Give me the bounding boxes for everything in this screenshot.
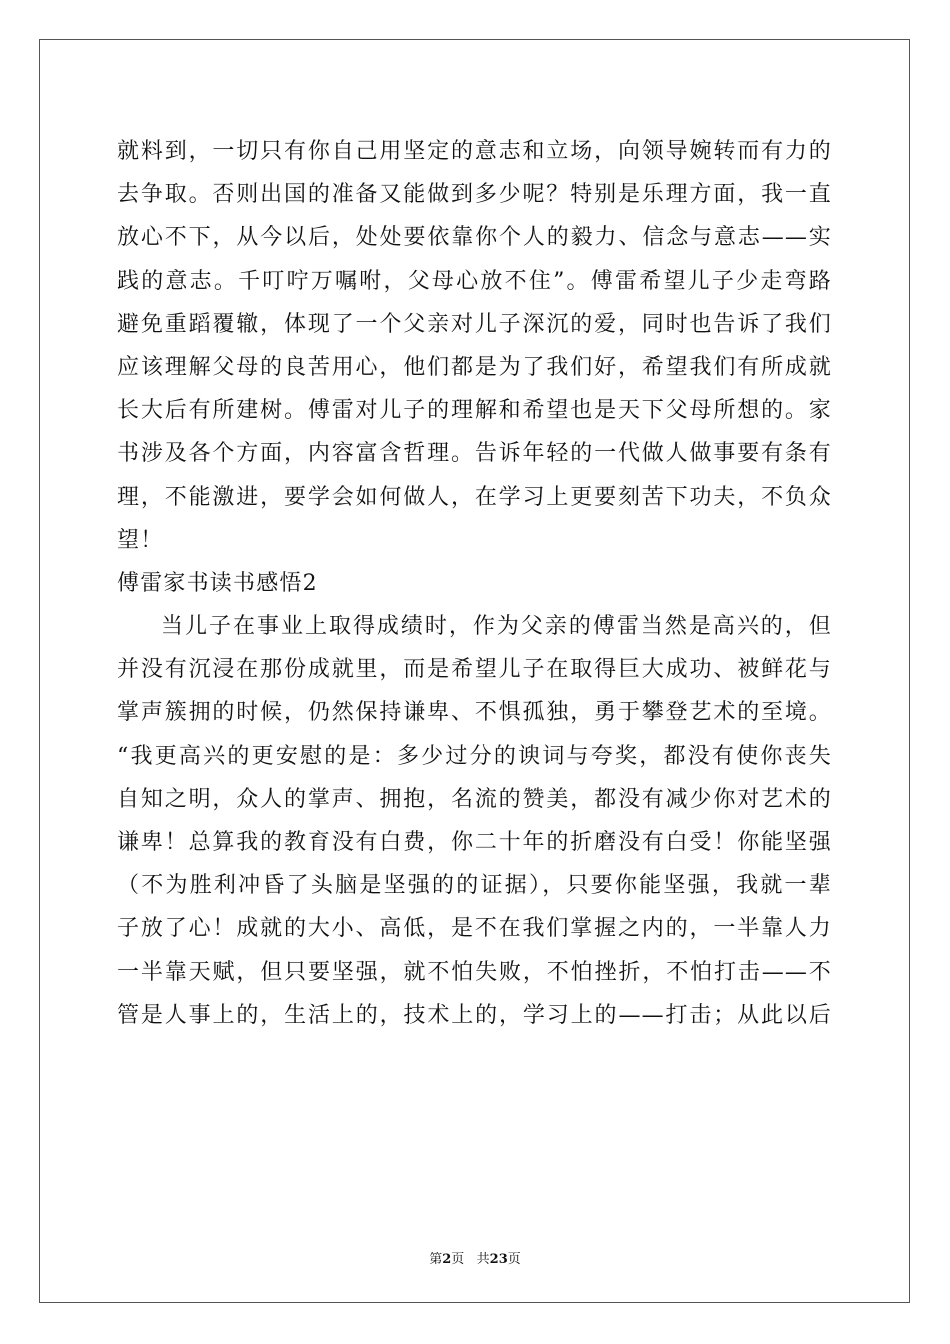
- text-line: 掌声簇拥的时候，仍然保持谦卑、不惧孤独，勇于攀登艺术的至境。: [117, 700, 832, 726]
- text-line: 去争取。否则出国的准备又能做到多少呢？特别是乐理方面，我一直: [117, 182, 832, 208]
- text-line: 子放了心！成就的大小、高低，是不在我们掌握之内的，一半靠人力: [117, 916, 832, 942]
- text-line: 践的意志。千叮咛万嘱咐，父母心放不住”。傅雷希望儿子少走弯路: [117, 268, 832, 294]
- text-line: 应该理解父母的良苦用心，他们都是为了我们好，希望我们有所成就: [117, 354, 832, 380]
- text-line: 望！: [117, 527, 164, 553]
- text-line: （不为胜利冲昏了头脑是坚强的的证据），只要你能坚强，我就一辈: [117, 873, 832, 899]
- total-pages-number: 23: [489, 1252, 508, 1267]
- text-line: 就料到，一切只有你自己用坚定的意志和立场，向领导婉转而有力的: [117, 139, 832, 164]
- text-line: 管是人事上的，生活上的，技术上的，学习上的——打击；从此以后: [117, 1002, 832, 1028]
- text-line: 避免重蹈覆辙，体现了一个父亲对儿子深沉的爱，同时也告诉了我们: [117, 311, 832, 337]
- footer-suffix: 页: [507, 1252, 521, 1267]
- document-body: [117, 130, 832, 1037]
- section-heading: 傅雷家书读书感悟2: [117, 570, 318, 596]
- current-page-number: 2: [442, 1252, 452, 1267]
- text-line: 放心不下，从今以后，处处要依靠你个人的毅力、信念与意志——实: [117, 225, 832, 251]
- text-line: 长大后有所建树。傅雷对儿子的理解和希望也是天下父母所想的。家: [117, 398, 832, 424]
- text-line: 自知之明，众人的掌声、拥抱，名流的赞美，都没有减少你对艺术的: [117, 786, 832, 812]
- text-line: 当儿子在事业上取得成绩时，作为父亲的傅雷当然是高兴的，但: [161, 614, 832, 640]
- text-line: 谦卑！总算我的教育没有白费，你二十年的折磨没有白受！你能坚强: [117, 830, 832, 855]
- page-footer: [0, 1248, 950, 1267]
- text-line: 理，不能激进，要学会如何做人，在学习上更要刻苦下功夫，不负众: [117, 484, 832, 510]
- text-line: 并没有沉浸在那份成就里，而是希望儿子在取得巨大成功、被鲜花与: [117, 657, 832, 683]
- text-line: “我更高兴的更安慰的是：多少过分的谀词与夸奖，都没有使你丧失: [117, 743, 832, 769]
- footer-prefix: 第: [429, 1252, 443, 1267]
- footer-mid: 页 共: [451, 1252, 490, 1267]
- text-line: 书涉及各个方面，内容富含哲理。告诉年轻的一代做人做事要有条有: [117, 441, 832, 467]
- text-line: 一半靠天赋，但只要坚强，就不怕失败，不怕挫折，不怕打击——不: [117, 959, 832, 985]
